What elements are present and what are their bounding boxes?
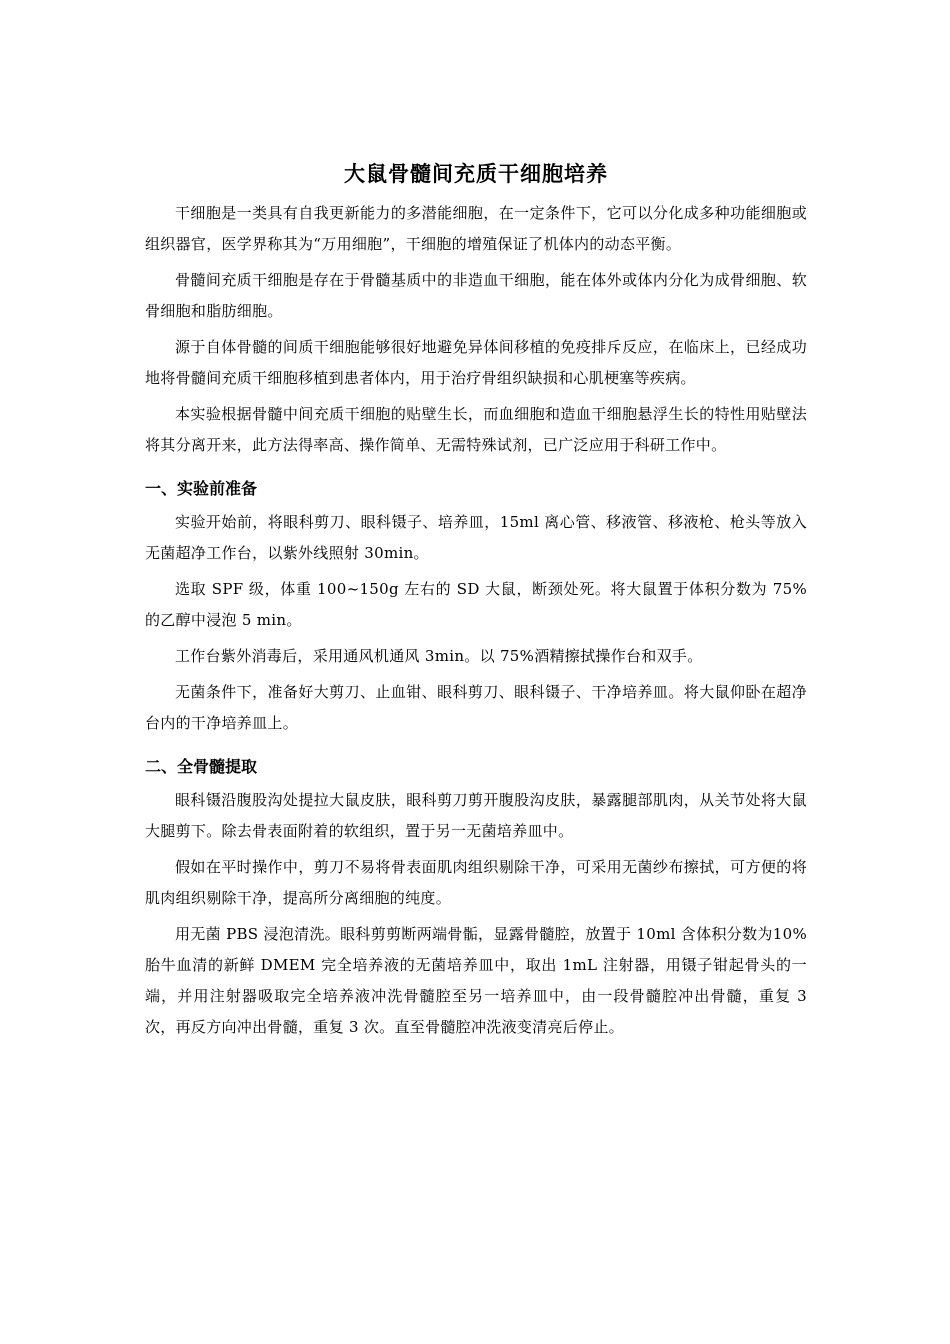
section-heading-preparation: 一、实验前准备 <box>145 479 258 498</box>
section-heading-marrow-extraction: 二、全骨髓提取 <box>145 757 258 776</box>
section-paragraph: 工作台紫外消毒后，采用通风机通风 3min。以 75%酒精擦拭操作台和双手。 <box>175 647 703 665</box>
intro-paragraph: 源于自体骨髓的间质干细胞能够很好地避免异体间移植的免疫排斥反应，在临床上，已经成功地将骨髓间充质干细胞移植到患者体内，用于治疗骨组织缺损和心肌梗塞等疾病。 <box>145 338 807 387</box>
intro-paragraph: 本实验根据骨髓中间充质干细胞的贴壁生长，而血细胞和造血干细胞悬浮生长的特性用贴壁法将其分离开来，此方法得率高、操作简单、无需特殊试剂，已广泛应用于科研工作中。 <box>145 405 807 454</box>
section-paragraph: 实验开始前，将眼科剪刀、眼科镊子、培养皿，15ml 离心管、移液管、移液枪、枪头等放入无菌超净工作台，以紫外线照射 30min。 <box>145 513 807 562</box>
section-paragraph: 无菌条件下，准备好大剪刀、止血钳、眼科剪刀、眼科镊子、干净培养皿。将大鼠仰卧在超净台内的干净培养皿上。 <box>145 683 807 732</box>
section-paragraph: 用无菌 PBS 浸泡清洗。眼科剪剪断两端骨骺，显露骨髓腔，放置于 10ml 含体积分数为10%胎牛血清的新鲜 DMEM 完全培养液的无菌培养皿中，取出 1mL 注射器，用镊子钳起骨头的一端，并用注射器吸取完全培养液冲洗骨髓腔至另一培养皿中，由一段骨髓腔冲出骨髓，重复 3 次，再反方向冲出骨髓，重复 3 次。直至骨髓腔冲洗液变清亮后停止。 <box>145 925 807 1036</box>
document-title: 大鼠骨髓间充质干细胞培养 <box>344 162 608 186</box>
section-paragraph: 选取 SPF 级，体重 100~150g 左右的 SD 大鼠，断颈处死。将大鼠置于体积分数为 75%的乙醇中浸泡 5 min。 <box>145 580 807 629</box>
section-paragraph: 假如在平时操作中，剪刀不易将骨表面肌肉组织剔除干净，可采用无菌纱布擦拭，可方便的将肌肉组织剔除干净，提高所分离细胞的纯度。 <box>145 858 807 907</box>
section-paragraph: 眼科镊沿腹股沟处提拉大鼠皮肤，眼科剪刀剪开腹股沟皮肤，暴露腿部肌肉，从关节处将大鼠大腿剪下。除去骨表面附着的软组织，置于另一无菌培养皿中。 <box>145 791 807 840</box>
intro-paragraph: 干细胞是一类具有自我更新能力的多潜能细胞，在一定条件下，它可以分化成多种功能细胞或组织器官，医学界称其为“万用细胞”，干细胞的增殖保证了机体内的动态平衡。 <box>145 204 807 253</box>
intro-paragraph: 骨髓间充质干细胞是存在于骨髓基质中的非造血干细胞，能在体外或体内分化为成骨细胞、软骨细胞和脂肪细胞。 <box>145 271 807 320</box>
document-page <box>145 160 807 1048</box>
